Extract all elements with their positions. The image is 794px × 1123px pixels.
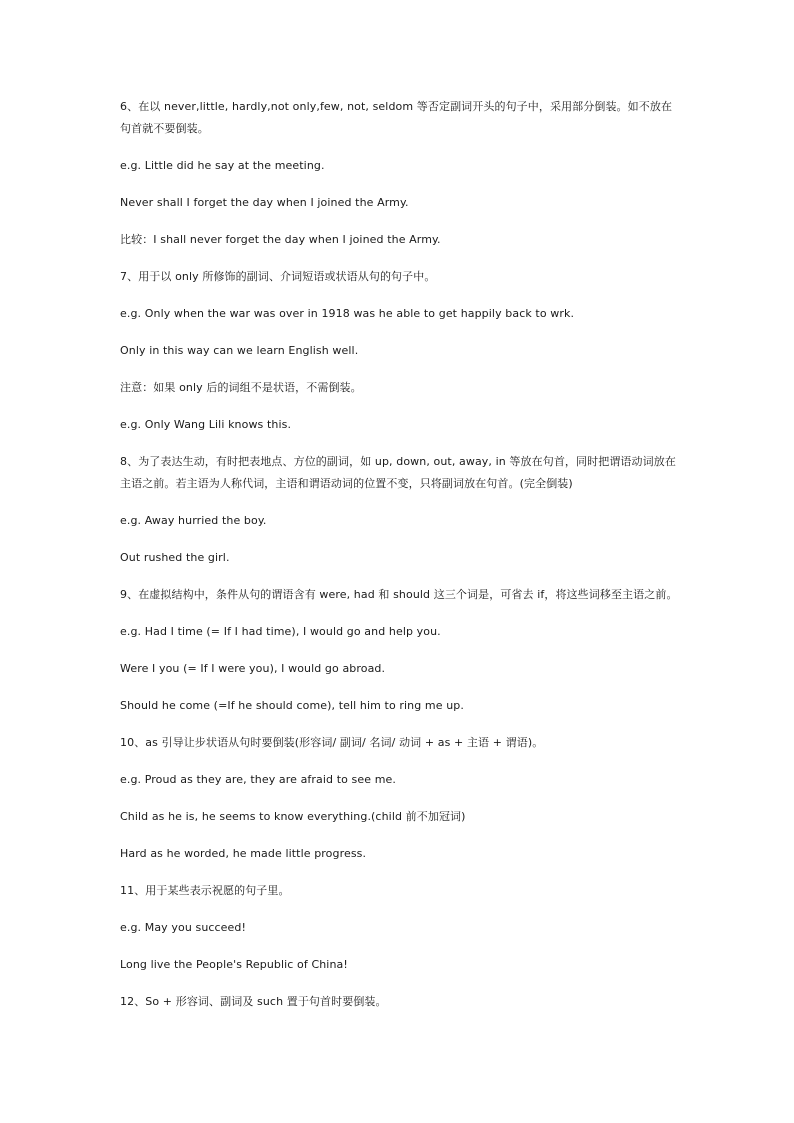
example-line: Out rushed the girl. <box>120 551 230 564</box>
note-line: 注意：如果 only 后的词组不是状语，不需倒装。 <box>120 381 362 394</box>
document-body <box>120 96 680 1028</box>
example-line: Child as he is, he seems to know everything.(child 前不加冠词) <box>120 810 466 823</box>
rule-11-heading: 11、用于某些表示祝愿的句子里。 <box>120 884 290 897</box>
example-line: Only in this way can we learn English well. <box>120 344 359 357</box>
example-line: e.g. Only Wang Lili knows this. <box>120 418 292 431</box>
rule-12-heading: 12、So + 形容词、副词及 such 置于句首时要倒装。 <box>120 995 387 1008</box>
rule-8-heading: 8、为了表达生动，有时把表地点、方位的副词，如 up, down, out, away, in 等放在句首，同时把谓语动词放在主语之前。若主语为人称代词，主语和谓语动词的位置不变，只将副词放在句首。(完全倒装) <box>120 455 676 490</box>
rule-9-heading: 9、在虚拟结构中，条件从句的谓语含有 were, had 和 should 这三个词是，可省去 if，将这些词移至主语之前。 <box>120 588 678 601</box>
example-line: Should he come (=If he should come), tell him to ring me up. <box>120 699 464 712</box>
rule-7-heading: 7、用于以 only 所修饰的副词、介词短语或状语从句的句子中。 <box>120 270 436 283</box>
example-line: e.g. Little did he say at the meeting. <box>120 159 325 172</box>
example-line: e.g. Had I time (= If I had time), I would go and help you. <box>120 625 441 638</box>
example-line: Long live the People's Republic of China! <box>120 958 348 971</box>
example-line: e.g. Only when the war was over in 1918 was he able to get happily back to wrk. <box>120 307 575 320</box>
example-line: Were I you (= If I were you), I would go abroad. <box>120 662 386 675</box>
example-line: e.g. Proud as they are, they are afraid to see me. <box>120 773 396 786</box>
comparison-line: 比较：I shall never forget the day when I joined the Army. <box>120 233 441 246</box>
example-line: e.g. May you succeed! <box>120 921 247 934</box>
example-line: Never shall I forget the day when I joined the Army. <box>120 196 409 209</box>
example-line: Hard as he worded, he made little progress. <box>120 847 367 860</box>
example-line: e.g. Away hurried the boy. <box>120 514 267 527</box>
rule-10-heading: 10、as 引导让步状语从句时要倒装(形容词/ 副词/ 名词/ 动词 + as + 主语 + 谓语)。 <box>120 736 544 749</box>
rule-6-heading: 6、在以 never,little, hardly,not only,few, not, seldom 等否定副词开头的句子中，采用部分倒装。如不放在句首就不要倒装。 <box>120 100 673 135</box>
